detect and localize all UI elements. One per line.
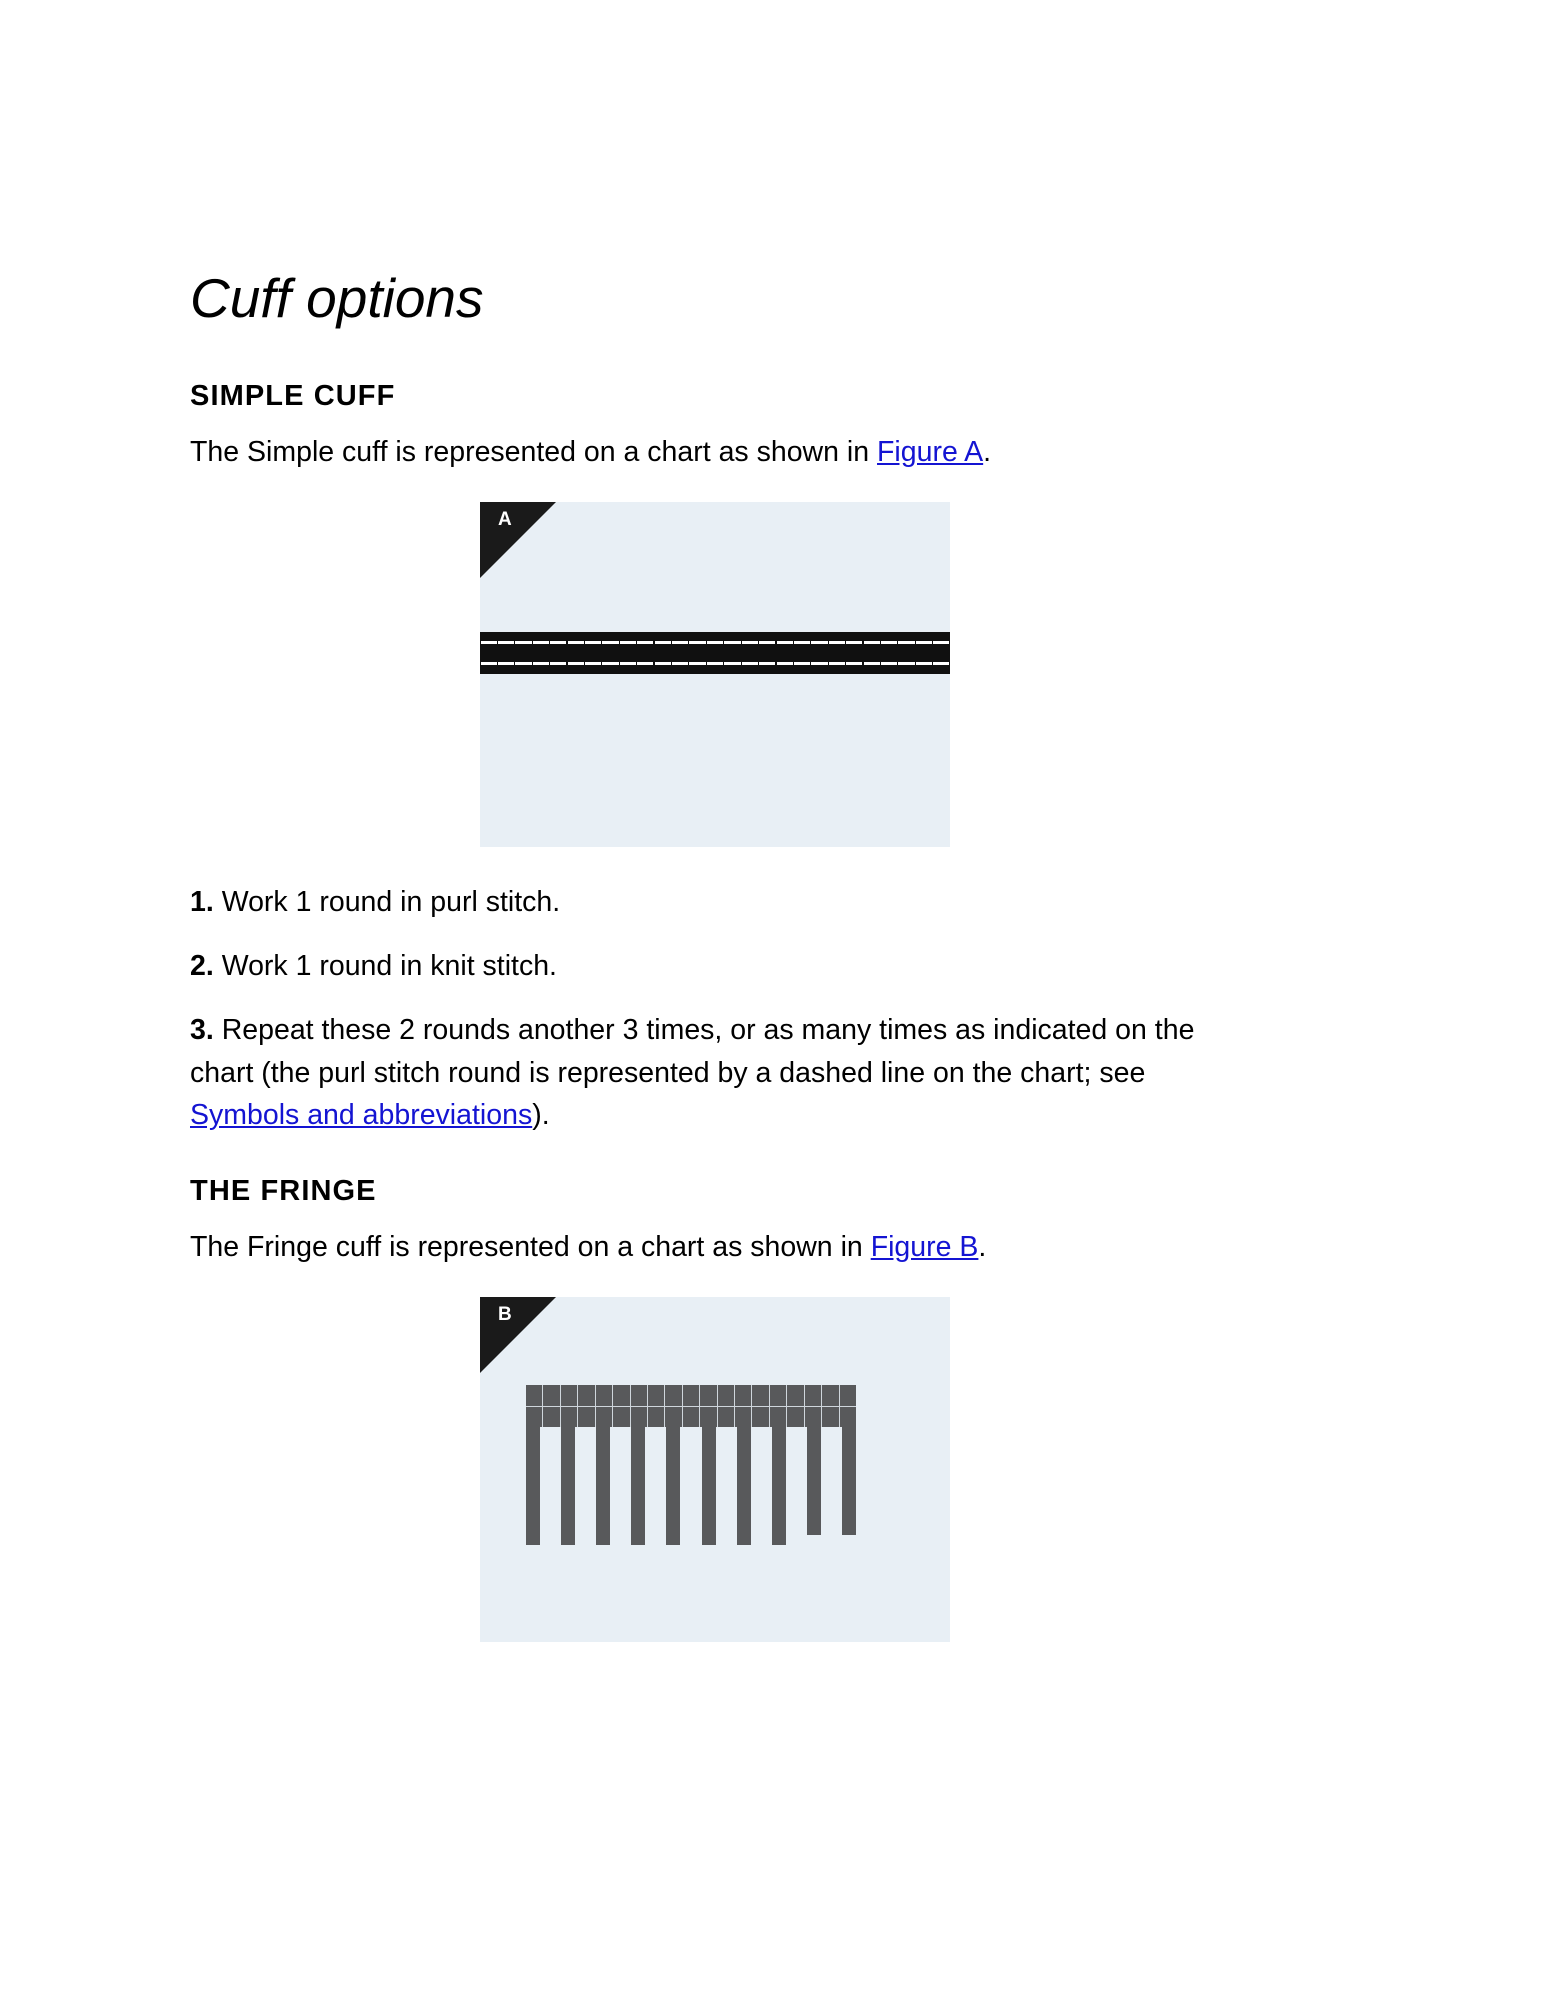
figure-b-fringe-chart — [526, 1385, 856, 1563]
fringe-second-row — [526, 1407, 856, 1427]
fringe-strand — [842, 1427, 856, 1535]
figure-b-corner-tag — [480, 1297, 556, 1373]
fringe-strand-row — [526, 1427, 856, 1545]
chart-cell — [613, 1407, 630, 1427]
step-3-text-after: ). — [532, 1099, 550, 1132]
fringe-strand — [737, 1427, 751, 1545]
chart-cell — [752, 1385, 769, 1407]
chart-cell — [561, 1385, 578, 1407]
chart-cell — [561, 1407, 578, 1427]
step-2 — [190, 945, 1240, 987]
chart-cell — [683, 1407, 700, 1427]
fringe-strand — [772, 1427, 786, 1545]
figure-b — [480, 1297, 950, 1642]
document-content — [190, 267, 1240, 1642]
chart-cell — [805, 1407, 822, 1427]
fringe-intro-text: The Fringe cuff is represented on a chart as shown in — [190, 1230, 871, 1263]
figure-a — [480, 502, 950, 847]
chart-cell — [631, 1385, 648, 1407]
step-1 — [190, 881, 1240, 923]
chart-cell — [752, 1407, 769, 1427]
chart-cell — [840, 1385, 856, 1407]
fringe-strand — [807, 1427, 821, 1535]
chart-cell — [578, 1385, 595, 1407]
chart-cell — [631, 1407, 648, 1427]
chart-cell — [596, 1407, 613, 1427]
step-1-text: Work 1 round in purl stitch. — [213, 885, 561, 918]
chart-cell — [526, 1407, 543, 1427]
step-3 — [190, 1009, 1240, 1136]
chart-cell — [700, 1407, 717, 1427]
chart-cell — [822, 1385, 839, 1407]
chart-cell — [543, 1385, 560, 1407]
section-heading-the-fringe: THE FRINGE — [190, 1174, 377, 1207]
section-heading-simple-cuff: SIMPLE CUFF — [190, 379, 396, 412]
step-2-number: 2. — [190, 949, 214, 982]
chart-cell — [822, 1407, 839, 1427]
chart-cell — [805, 1385, 822, 1407]
chart-cell — [718, 1385, 735, 1407]
chart-cell — [770, 1385, 787, 1407]
page-title: Cuff options — [190, 267, 484, 329]
fringe-strand — [702, 1427, 716, 1545]
chart-cell — [735, 1407, 752, 1427]
fringe-strand — [526, 1427, 540, 1545]
fringe-strand — [631, 1427, 645, 1545]
symbols-and-abbreviations-link[interactable]: Symbols and abbreviations — [190, 1099, 533, 1132]
figure-a-link[interactable]: Figure A — [877, 435, 984, 468]
figure-b-wrapper — [190, 1297, 1240, 1642]
chart-cell — [683, 1385, 700, 1407]
chart-cell — [613, 1385, 630, 1407]
figure-a-corner-tag — [480, 502, 556, 578]
step-3-number: 3. — [190, 1014, 214, 1047]
figure-a-label: A — [498, 508, 512, 530]
figure-b-link[interactable]: Figure B — [870, 1230, 979, 1263]
chart-cell — [735, 1385, 752, 1407]
simple-cuff-intro-period: . — [983, 435, 992, 468]
chart-cell — [787, 1407, 804, 1427]
chart-cell — [648, 1407, 665, 1427]
fringe-intro-period: . — [978, 1230, 987, 1263]
chart-cell — [526, 1385, 543, 1407]
fringe-intro — [190, 1226, 1240, 1269]
chart-cell — [665, 1385, 682, 1407]
figure-a-mid-line — [480, 652, 950, 654]
step-1-number: 1. — [190, 885, 214, 918]
figure-a-wrapper — [190, 502, 1240, 847]
fringe-strand — [666, 1427, 680, 1545]
step-2-text: Work 1 round in knit stitch. — [213, 949, 557, 982]
chart-cell — [840, 1407, 856, 1427]
chart-cell — [718, 1407, 735, 1427]
chart-cell — [596, 1385, 613, 1407]
chart-cell — [578, 1407, 595, 1427]
chart-cell — [648, 1385, 665, 1407]
figure-b-label: B — [498, 1303, 512, 1325]
fringe-strand — [561, 1427, 575, 1545]
step-3-text-before: Repeat these 2 rounds another 3 times, or as many times as indicated on the chart (the purl stitch round is represented by a dashed line on the chart; see — [190, 1014, 1195, 1089]
simple-cuff-steps — [190, 881, 1240, 1137]
fringe-top-row — [526, 1385, 856, 1407]
simple-cuff-intro — [190, 431, 1240, 474]
chart-cell — [787, 1385, 804, 1407]
chart-cell — [700, 1385, 717, 1407]
chart-cell — [543, 1407, 560, 1427]
chart-cell — [770, 1407, 787, 1427]
chart-cell — [665, 1407, 682, 1427]
fringe-strand — [596, 1427, 610, 1545]
simple-cuff-intro-text: The Simple cuff is represented on a chart as shown in — [190, 435, 878, 468]
